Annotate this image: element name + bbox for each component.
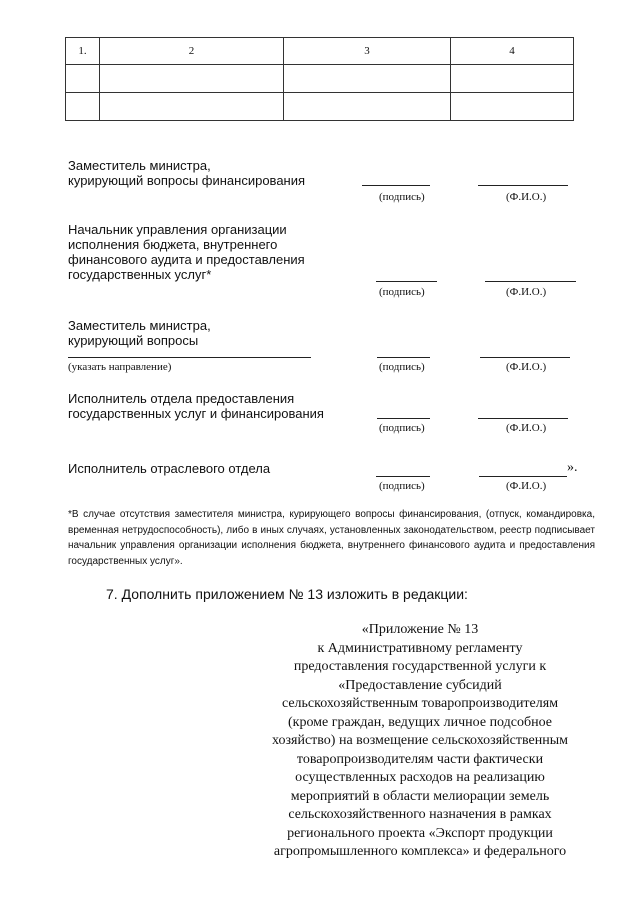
table-cell [66,93,100,121]
table-cell [100,93,284,121]
signer-title-line: курирующий вопросы [68,333,199,348]
appendix-line: (кроме граждан, ведущих личное подсобное [287,714,552,730]
signature-caption: (подпись) [379,422,425,434]
closing-quote: ». [567,460,578,475]
report-table [65,37,574,121]
name-caption: (Ф.И.О.) [506,480,547,492]
table-cell [451,65,574,93]
signer-title-line: финансового аудита и предоставления [68,252,305,267]
signature-caption: (подпись) [379,191,425,203]
signature-block-deputy-finance [68,158,305,188]
table-cell [451,93,574,121]
appendix-line: мероприятий в области мелиорации земель [290,788,550,804]
name-line [478,185,568,186]
appendix-line: осуществленных расходов на реализацию [295,770,545,785]
table-header-cell: 3 [284,38,451,65]
signer-title-line: курирующий вопросы финансирования [68,173,306,188]
table-header-cell: 4 [451,38,574,65]
signature-block-executor-sector [68,461,270,476]
appendix-line: предоставления государственной услуги к [293,659,547,674]
name-line [479,476,567,477]
signer-title-line: Исполнитель отдела предоставления [68,391,295,406]
signature-block-deputy-area [68,318,211,348]
signer-title-line: Заместитель министра, [68,318,211,333]
signer-title-line: Начальник управления организации [68,222,287,237]
signer-title-line: Заместитель министра, [68,158,211,173]
signature-block-executor-services [68,391,324,421]
table-cell [284,65,451,93]
appendix-line: агропромышленного комплекса» и федерального [273,844,567,859]
footnote: *В случае отсутствия заместителя министра, курирующего вопросы финансирования, (отпуск, командировка, временная нетрудоспособность), либо в иных случаях, установленных законодательством, реестр подписывает начальник управления организации исполнения бюджета, внутреннего финансового аудита и предоставления государственных услуг». [68,509,595,567]
signer-title-line: государственных услуг и финансирования [68,406,324,421]
signature-caption: (подпись) [379,361,425,373]
signature-caption: (подпись) [379,286,425,298]
signature-line [362,185,430,186]
name-caption: (Ф.И.О.) [506,286,547,298]
signer-title-line: Исполнитель отраслевого отдела [68,461,271,476]
table-header-cell: 1. [66,38,100,65]
appendix-line: «Приложение № 13 [361,622,479,637]
appendix-line: сельскохозяйственным товаропроизводителям [281,696,559,711]
appendix-line: регионального проекта «Экспорт продукции [287,825,553,841]
appendix-line: к Административному регламенту [317,640,523,656]
appendix-header [245,621,595,862]
signature-caption: (подпись) [379,480,425,492]
appendix-line: товаропроизводителям части фактически [296,751,544,767]
direction-line [68,357,311,358]
table-cell [100,65,284,93]
table-header-cell: 2 [100,38,284,65]
direction-caption: (указать направление) [68,361,172,373]
name-line [485,281,576,282]
signer-title-line: государственных услуг* [68,267,212,282]
signature-line [377,357,430,358]
table-row [66,65,574,93]
appendix-line: «Предоставление субсидий [338,677,502,693]
table-cell [284,93,451,121]
appendix-line: хозяйство) на возмещение сельскохозяйственным [272,733,568,748]
name-line [478,418,568,419]
signer-title-line: исполнения бюджета, внутреннего [68,237,278,252]
name-line [480,357,570,358]
signature-line [377,418,430,419]
paragraph-7: 7. Дополнить приложением № 13 изложить в редакции: [106,586,468,602]
signature-line [376,281,437,282]
signature-block-head-budget [68,222,305,282]
table-row [66,93,574,121]
name-caption: (Ф.И.О.) [506,361,547,373]
appendix-line: сельскохозяйственного назначения в рамках [288,807,552,822]
name-caption: (Ф.И.О.) [506,191,547,203]
name-caption: (Ф.И.О.) [506,422,547,434]
table-header-row [66,38,574,65]
signature-line [376,476,430,477]
table-cell [66,65,100,93]
